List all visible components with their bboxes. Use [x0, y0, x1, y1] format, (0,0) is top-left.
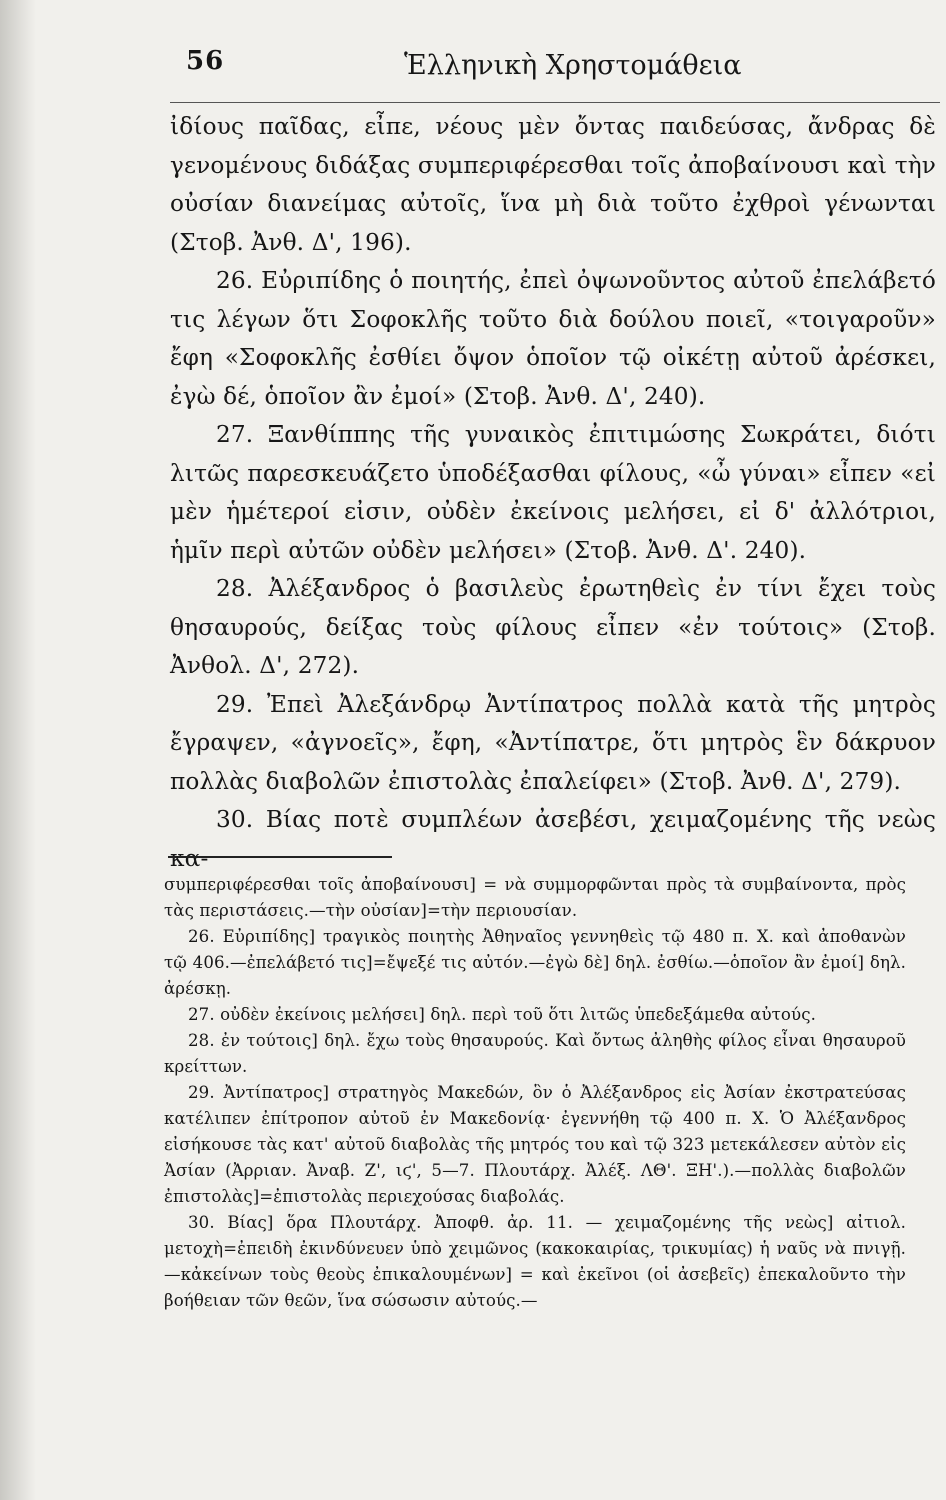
paragraph-27: 27. Ξανθίππης τῆς γυναικὸς ἐπιτιμώσης Σωκράτει, διότι λιτῶς παρεσκευάζετο ὑποδέξασθαι φίλους, «ὦ γύναι» εἶπεν «εἰ μὲν ἡμέτεροί εἰσιν, οὐδὲν ἐκείνοις μελήσει, εἰ δ' ἀλλότριοι, ἡμῖν περὶ αὐτῶν οὐδὲν μελήσει» (Στοβ. Ἀνθ. Δ'. 240). — [170, 421, 936, 564]
paragraph-28: 28. Ἀλέξανδρος ὁ βασιλεὺς ἐρωτηθεὶς ἐν τίνι ἔχει τοὺς θησαυρούς, δείξας τοὺς φίλους εἶπεν «ἐν τούτοις» (Στοβ. Ἀνθολ. Δ', 272). — [170, 575, 936, 679]
gutter-shadow — [0, 0, 36, 1500]
footnote-26: 26. Εὐριπίδης] τραγικὸς ποιητὴς Ἀθηναῖος γεννηθεὶς τῷ 480 π. Χ. καὶ ἀποθανὼν τῷ 406.—ἐπελάβετό τις]=ἔψεξέ τις αὐτόν.—ἐγὼ δὲ] δηλ. ἐσθίω.—ὁποῖον ἂν ἐμοί] δηλ. ἀρέσκῃ. — [164, 927, 906, 998]
footnote-27: 27. οὐδὲν ἐκείνοις μελήσει] δηλ. περὶ τοῦ ὅτι λιτῶς ὑπεδεξάμεθα αὐτούς. — [188, 1005, 816, 1024]
footnote-rule — [168, 856, 392, 858]
running-head: Ἑλληνικὴ Χρηστομάθεια — [404, 50, 742, 81]
paragraph-29: 29. Ἐπεὶ Ἀλεξάνδρῳ Ἀντίπατρος πολλὰ κατὰ τῆς μητρὸς ἔγραψεν, «ἀγνοεῖς», ἔφη, «Ἀντίπατρε, ὅτι μητρὸς ἓν δάκρυον πολλὰς διαβολῶν ἐπιστολὰς ἐπαλείφει» (Στοβ. Ἀνθ. Δ', 279). — [170, 690, 936, 795]
paragraph-30: 30. Βίας ποτὲ συμπλέων ἀσεβέσι, χειμαζομένης τῆς νεὼς κα- — [170, 806, 936, 872]
header-rule — [170, 102, 940, 103]
page-header — [178, 44, 938, 94]
footnote-continued: συμπεριφέρεσθαι τοῖς ἀποβαίνουσι] = νὰ συμμορφῶνται πρὸς τὰ συμβαίνοντα, πρὸς τὰς περιστάσεις.—τὴν οὐσίαν]=τὴν περιουσίαν. — [164, 875, 906, 920]
paragraph-26: 26. Εὐριπίδης ὁ ποιητής, ἐπεὶ ὀψωνοῦντος αὐτοῦ ἐπελάβετό τις λέγων ὅτι Σοφοκλῆς τοῦτο διὰ δούλου ποιεῖ, «τοιγαροῦν» ἔφη «Σοφοκλῆς ἐσθίει ὄψον ὁποῖον τῷ οἰκέτῃ αὐτοῦ ἀρέσκει, ἐγὼ δέ, ὁποῖον ἂν ἐμοί» (Στοβ. Ἀνθ. Δ', 240). — [170, 267, 936, 410]
paragraph-continued: ἰδίους παῖδας, εἶπε, νέους μὲν ὄντας παιδεύσας, ἄνδρας δὲ γενομένους διδάξας συμπεριφέρεσθαι τοῖς ἀποβαίνουσι καὶ τὴν οὐσίαν διανείμας αὐτοῖς, ἵνα μὴ διὰ τοῦτο ἐχθροὶ γένωνται (Στοβ. Ἀνθ. Δ', 196). — [170, 113, 936, 256]
footnotes — [164, 872, 906, 1314]
footnote-29: 29. Ἀντίπατρος] στρατηγὸς Μακεδών, ὃν ὁ Ἀλέξανδρος εἰς Ἀσίαν ἐκστρατεύσας κατέλιπεν ἐπίτροπον αὐτοῦ ἐν Μακεδονίᾳ· ἐγεννήθη τῷ 400 π. Χ. Ὁ Ἀλέξανδρος εἰσήκουσε τὰς κατ' αὐτοῦ διαβολὰς τῆς μητρός του καὶ τῷ 323 μετεκάλεσεν αὐτὸν εἰς Ἀσίαν (Ἀρριαν. Ἀναβ. Ζ', ιϛ', 5—7. Πλουτάρχ. Ἀλέξ. ΛΘ'. ΞΗ'.).—πολλὰς διαβολῶν ἐπιστολὰς]=ἐπιστολὰς περιεχούσας διαβολάς. — [164, 1083, 906, 1206]
footnote-30: 30. Βίας] ὅρα Πλουτάρχ. Ἀποφθ. ἀρ. 11. — χειμαζομένης τῆς νεὼς] αἰτιολ. μετοχὴ=ἐπειδὴ ἐκινδύνευεν ὑπὸ χειμῶνος (κακοκαιρίας, τρικυμίας) ἡ ναῦς νὰ πνιγῇ.—κἀκείνων τοὺς θεοὺς ἐπικαλουμένων] = καὶ ἐκεῖνοι (οἱ ἀσεβεῖς) ἐπεκαλοῦντο τὴν βοήθειαν τῶν θεῶν, ἵνα σώσωσιν αὐτούς.— — [164, 1213, 906, 1310]
page-number: 56 — [186, 46, 225, 76]
footnote-28: 28. ἐν τούτοις] δηλ. ἔχω τοὺς θησαυρούς. Καὶ ὄντως ἀληθὴς φίλος εἶναι θησαυροῦ κρείττων. — [164, 1031, 906, 1076]
main-text — [170, 108, 936, 878]
